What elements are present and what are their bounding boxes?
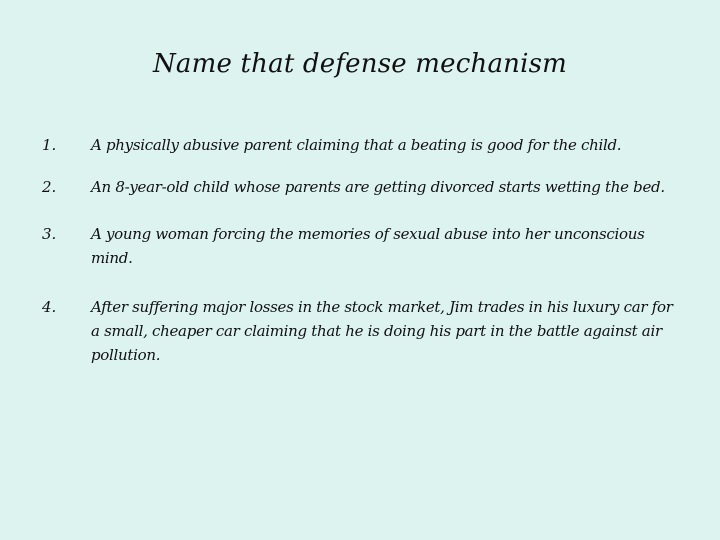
item-text: An 8-year-old child whose parents are getting divorced starts wetting the bed. [91, 178, 665, 196]
item-text: A physically abusive parent claiming that a beating is good for the child. [91, 136, 622, 154]
item-text: A young woman forcing the memories of sexual abuse into her unconscious mind. [91, 225, 645, 267]
item-number: 4. [42, 298, 57, 316]
item-number: 3. [42, 225, 57, 243]
slide-title: Name that defense mechanism [152, 49, 568, 79]
item-number: 2. [42, 178, 57, 196]
item-text: After suffering major losses in the stock market, Jim trades in his luxury car for a small, cheaper car claiming that he is doing his part in the battle against air pollution. [91, 298, 673, 364]
item-number: 1. [42, 136, 57, 154]
